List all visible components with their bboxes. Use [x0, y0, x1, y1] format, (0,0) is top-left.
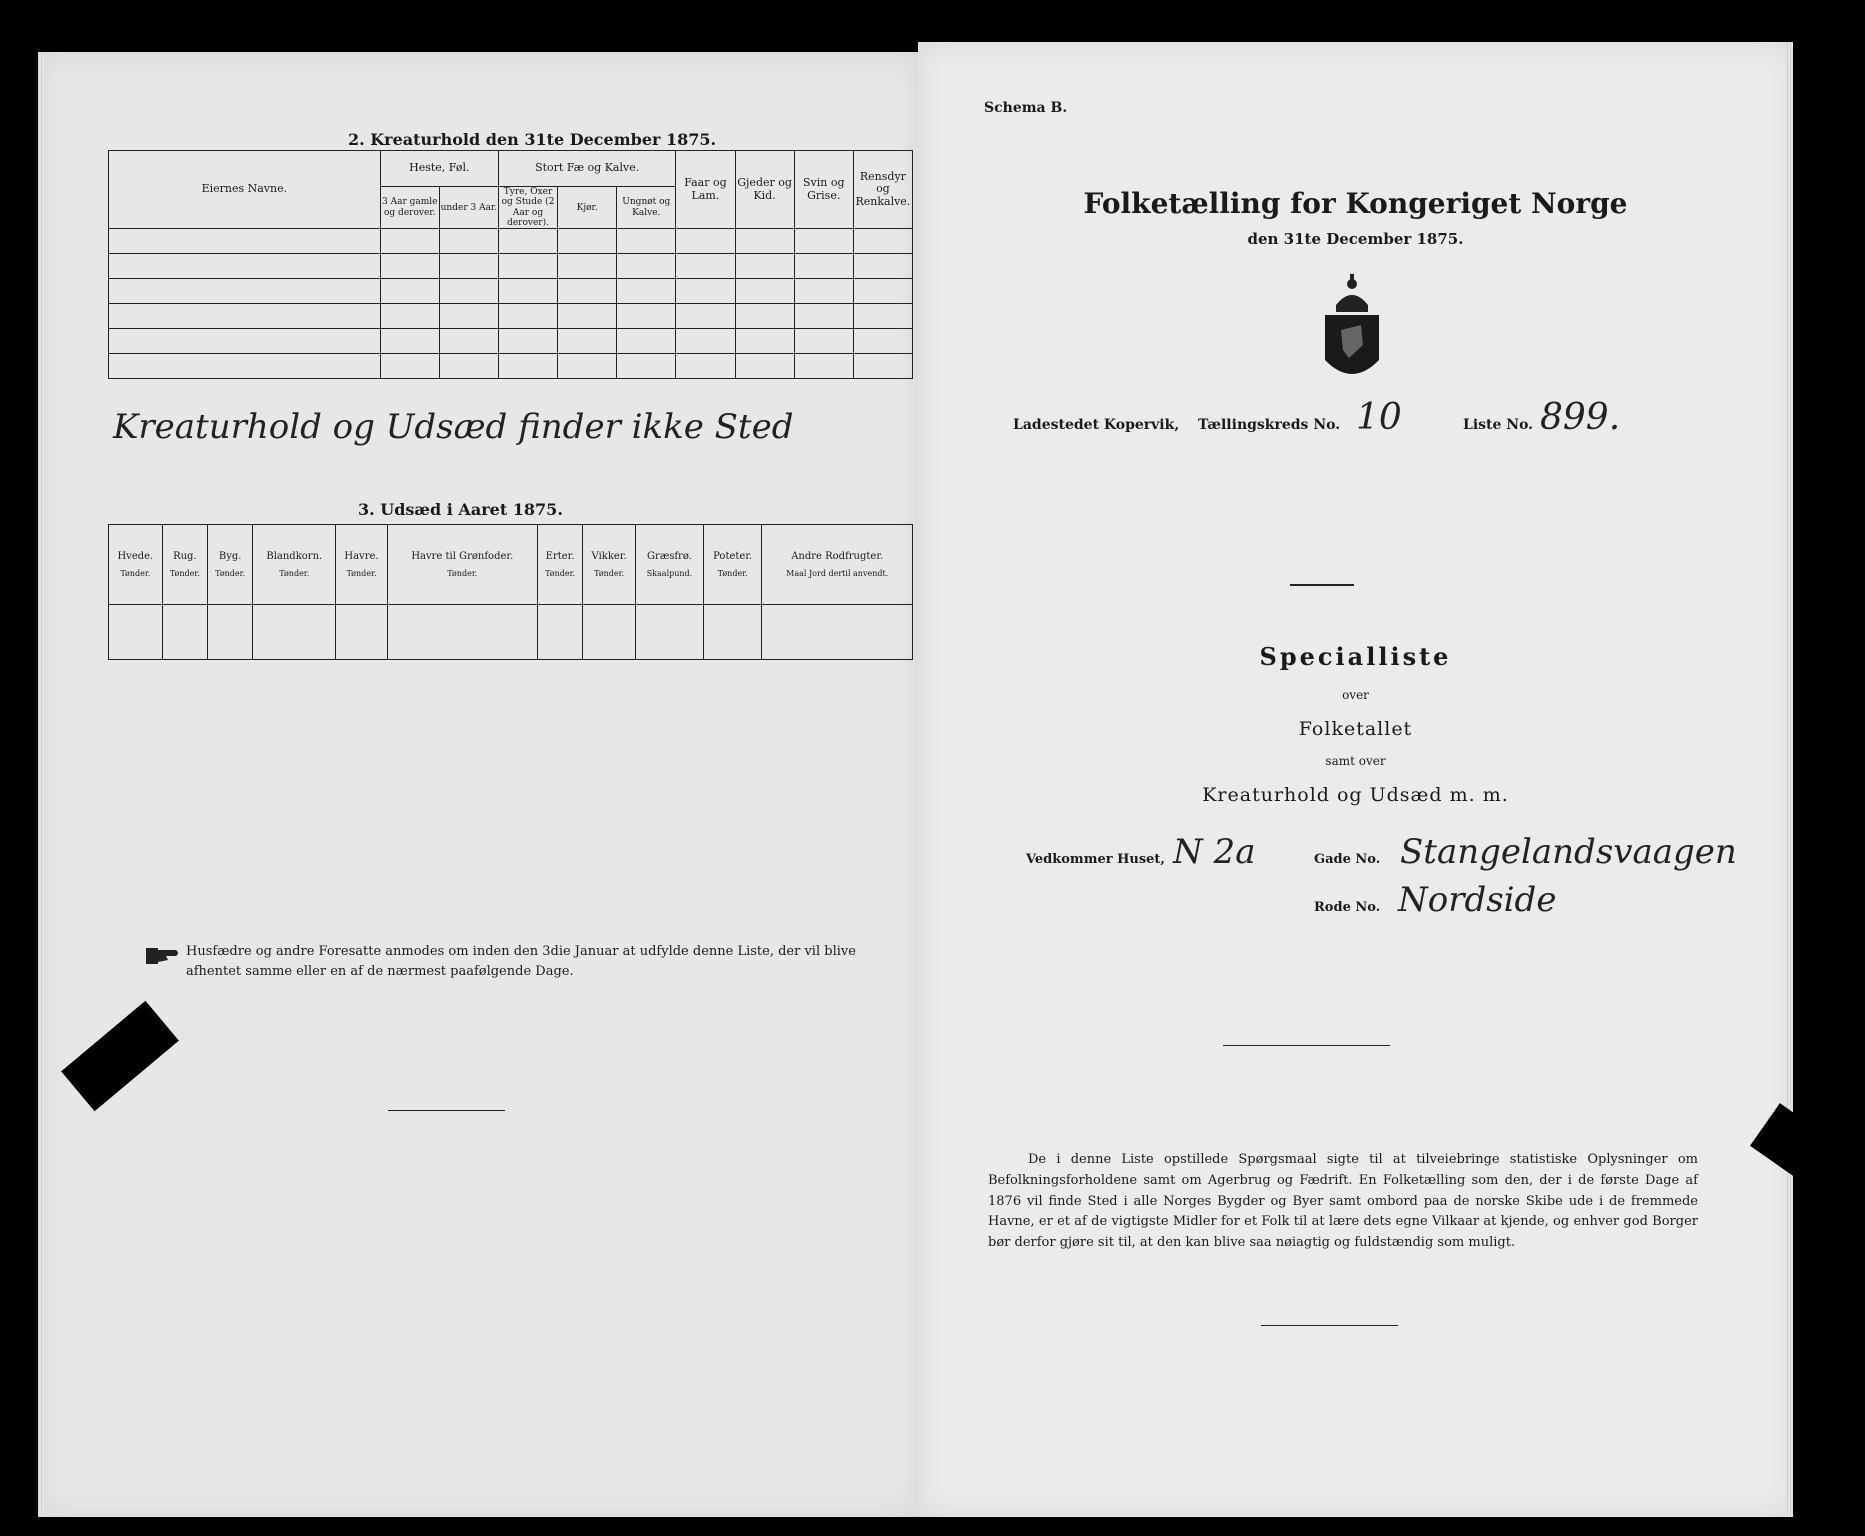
seed-column-label: Havre til Grønfoder.: [411, 551, 514, 563]
seed-column-label: Poteter.: [713, 551, 753, 563]
table-cell: [380, 304, 439, 329]
seed-column-label: Rug.: [173, 551, 197, 563]
seed-column-label: Andre Rodfrugter.: [791, 551, 884, 563]
seed-column-unit: Tønder.: [215, 568, 246, 578]
table-row: [109, 229, 913, 254]
left-page: [38, 52, 918, 1517]
table-cell: [676, 304, 735, 329]
seed-cell: [336, 605, 387, 660]
schema-label: Schema B.: [984, 100, 1068, 116]
table-cell: [498, 254, 557, 279]
table-cell: [498, 329, 557, 354]
table-cell: [794, 304, 853, 329]
table-cell: [853, 329, 912, 354]
table-cell: [794, 229, 853, 254]
seed-column-unit: Tønder.: [279, 568, 310, 578]
table-cell: [853, 254, 912, 279]
table-cell: [676, 229, 735, 254]
table-cell: [794, 354, 853, 379]
section3-title: 3. Udsæd i Aaret 1875.: [358, 500, 563, 519]
street-value: Stangelandsvaagen: [1400, 832, 1737, 872]
table-cell: [853, 304, 912, 329]
seed-column-header: [109, 525, 163, 605]
pigs-header: Svin og Grise.: [794, 151, 853, 229]
table-cell: [794, 254, 853, 279]
divider: [1261, 1325, 1398, 1326]
table-cell: [676, 254, 735, 279]
table-cell: [498, 304, 557, 329]
table-cell: [439, 254, 498, 279]
divider: [1223, 1045, 1390, 1046]
table-cell: [558, 354, 617, 379]
seed-cell: [387, 605, 537, 660]
table-cell: [498, 354, 557, 379]
seed-column-label: Hvede.: [117, 551, 154, 563]
seed-cell: [208, 605, 253, 660]
seed-column-unit: Tønder.: [447, 568, 478, 578]
table-cell: [676, 279, 735, 304]
seed-column-label: Blandkorn.: [266, 551, 323, 563]
seed-column-unit: Tønder.: [594, 568, 625, 578]
table-cell: [439, 279, 498, 304]
table-cell: [439, 354, 498, 379]
horses-under3-header: under 3 Aar.: [439, 187, 498, 229]
table-cell: [439, 304, 498, 329]
seed-table: [108, 524, 913, 660]
horses-over3-header: 3 Aar gamle og derover.: [380, 187, 439, 229]
table-cell: [439, 329, 498, 354]
table-cell: [498, 279, 557, 304]
seed-column-label: Erter.: [545, 551, 575, 563]
table-cell: [109, 304, 381, 329]
seed-cell: [636, 605, 704, 660]
seed-column-header: [208, 525, 253, 605]
table-cell: [617, 229, 676, 254]
special-title: Specialliste: [1259, 642, 1452, 671]
seed-column-header: [253, 525, 336, 605]
seed-column-header: [703, 525, 762, 605]
table-cell: [558, 304, 617, 329]
table-cell: [109, 329, 381, 354]
rode-value: Nordside: [1398, 880, 1557, 920]
rode-label: Rode No.: [1314, 900, 1381, 915]
seed-cell: [162, 605, 207, 660]
table-cell: [617, 279, 676, 304]
table-cell: [853, 229, 912, 254]
seed-column-header: [336, 525, 387, 605]
table-cell: [380, 229, 439, 254]
section2-title: 2. Kreaturhold den 31te December 1875.: [348, 130, 717, 149]
seed-column-label: Byg.: [218, 551, 242, 563]
table-cell: [558, 229, 617, 254]
table-cell: [617, 304, 676, 329]
house-value: N 2a: [1173, 832, 1256, 872]
district-value: 10: [1356, 397, 1402, 438]
seed-column-unit: Tønder.: [169, 568, 200, 578]
table-cell: [853, 354, 912, 379]
table-cell: [735, 254, 794, 279]
seed-column-unit: Skaalpund.: [646, 568, 693, 578]
owner-header: Eiernes Navne.: [109, 151, 381, 229]
table-cell: [109, 279, 381, 304]
calves-header: Ungnøt og Kalve.: [617, 187, 676, 229]
livestock-table: [108, 150, 913, 379]
table-row: [109, 304, 913, 329]
table-cell: [617, 329, 676, 354]
list-label: Liste No.: [1463, 417, 1534, 433]
folketallet-text: Folketallet: [1298, 718, 1413, 740]
table-cell: [558, 254, 617, 279]
over-text: over: [1342, 688, 1369, 702]
seed-column-unit: Tønder.: [717, 568, 748, 578]
seed-column-header: [537, 525, 582, 605]
seed-column-header: [162, 525, 207, 605]
table-cell: [380, 279, 439, 304]
seed-cell: [253, 605, 336, 660]
livestock-line: Kreaturhold og Udsæd m. m.: [1202, 784, 1509, 806]
table-cell: [676, 354, 735, 379]
seed-column-unit: Tønder.: [346, 568, 377, 578]
table-cell: [380, 329, 439, 354]
table-cell: [380, 254, 439, 279]
right-page: [918, 42, 1793, 1517]
list-value: 899.: [1540, 397, 1621, 438]
divider: [1290, 584, 1354, 586]
reindeer-header: Rensdyr og Renkalve.: [853, 151, 912, 229]
seed-cell: [762, 605, 913, 660]
table-cell: [676, 329, 735, 354]
seed-column-header: [636, 525, 704, 605]
page-edge: [1787, 42, 1793, 1517]
seed-cell: [583, 605, 636, 660]
table-cell: [794, 279, 853, 304]
table-cell: [794, 329, 853, 354]
district-label: Tællingskreds No.: [1198, 417, 1341, 433]
seed-column-header: [762, 525, 913, 605]
table-cell: [617, 254, 676, 279]
table-cell: [109, 229, 381, 254]
table-cell: [735, 304, 794, 329]
document-title: Folketælling for Kongeriget Norge: [1083, 187, 1628, 220]
table-cell: [109, 254, 381, 279]
table-row: [109, 254, 913, 279]
samt-over-text: samt over: [1325, 754, 1386, 768]
table-cell: [735, 229, 794, 254]
seed-column-label: Havre.: [344, 551, 379, 563]
house-label: Vedkommer Huset,: [1026, 852, 1165, 867]
cattle-header: Stort Fæ og Kalve.: [498, 151, 675, 187]
table-cell: [439, 229, 498, 254]
pointing-hand-icon: [146, 945, 180, 967]
handwritten-note: Kreaturhold og Udsæd finder ikke Sted: [113, 407, 794, 447]
table-row: [109, 329, 913, 354]
seed-column-label: Græsfrø.: [647, 551, 692, 563]
seed-cell: [703, 605, 762, 660]
goats-header: Gjeder og Kid.: [735, 151, 794, 229]
table-cell: [498, 229, 557, 254]
footer-text: De i denne Liste opstillede Spørgsmaal sigte til at tilveiebringe statistiske Oplysninger om Befolkningsforholdene samt om Agerbrug og Fædrift. En Folketælling som den, der i de første Dage af 1876 vil finde Sted i alle Norges Bygder og Byer samt ombord paa de norske Skibe ude i de fremmede Havne, er et af de vigtigste Midler for et Folk til at lære dets egne Vilkaar at kjende, og enhver god Borger bør derfor gjøre sit til, at den kan blive saa nøiagtig og fuldstændig som muligt.: [988, 1152, 1698, 1251]
seed-column-header: [583, 525, 636, 605]
seed-cell: [109, 605, 163, 660]
document-date: den 31te December 1875.: [1247, 230, 1464, 248]
seed-column-unit: Tønder.: [120, 568, 151, 578]
bulls-header: Tyre, Oxer og Stude (2 Aar og derover).: [498, 187, 557, 229]
horses-header: Heste, Føl.: [380, 151, 498, 187]
cows-header: Kjør.: [558, 187, 617, 229]
seed-cell: [537, 605, 582, 660]
table-cell: [558, 279, 617, 304]
seed-column-header: [387, 525, 537, 605]
norway-coat-of-arms-icon: [1311, 270, 1393, 390]
page-edge: [38, 52, 44, 1517]
table-row: [109, 279, 913, 304]
street-label: Gade No.: [1314, 852, 1381, 867]
table-cell: [558, 329, 617, 354]
seed-column-label: Vikker.: [591, 551, 627, 563]
town-label: Ladestedet Kopervik,: [1013, 417, 1180, 433]
table-cell: [853, 279, 912, 304]
seed-column-unit: Tønder.: [545, 568, 576, 578]
sheep-header: Faar og Lam.: [676, 151, 735, 229]
table-cell: [735, 279, 794, 304]
table-cell: [380, 354, 439, 379]
seed-column-unit: Maal Jord dertil anvendt.: [786, 568, 889, 578]
table-cell: [735, 354, 794, 379]
table-row: [109, 354, 913, 379]
table-cell: [617, 354, 676, 379]
table-cell: [109, 354, 381, 379]
notice-text: Husfædre og andre Foresatte anmodes om inden den 3die Januar at udfylde denne Liste, der vil blive afhentet samme eller en af de nærmest paafølgende Dage.: [186, 944, 856, 980]
table-cell: [735, 329, 794, 354]
divider: [388, 1110, 505, 1111]
